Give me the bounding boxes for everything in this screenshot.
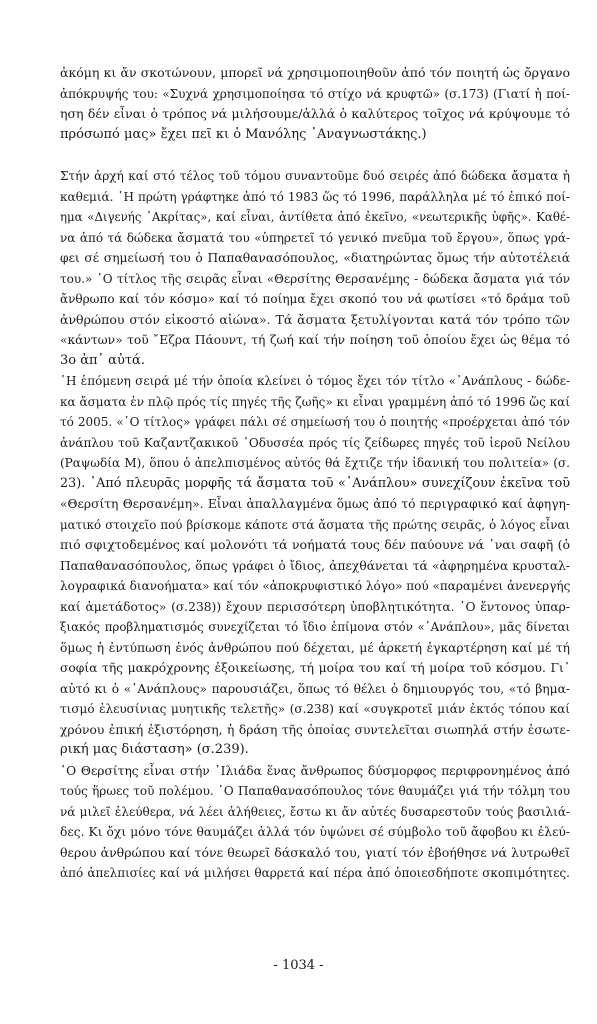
text-line: «κάντων» τοῦ ῎Εζρα Πάουντ, τή ζωή καί τήν ποίηση τοῦ ὁποίου ἔχει ὡς θέμα τό [60,333,570,347]
paragraph-2 [60,166,570,884]
text-line: Παπαθανασόπουλος, ὅπως γράφει ὁ ἴδιος, ἀπεχθάνεται τά «ἀφηρημένα κρυσταλ- [60,558,570,573]
text-line: τούς ἥρωες τοῦ πολέμου. ῾Ο Παπαθανασόπουλος τόνε θαυμάζει γιά τήν τόλμη του [60,784,570,798]
text-line: κα ἄσματα ἐν πλῷ πρός τίς πηγές τῆς ζωῆς» κι εἶναι γραμμένη ἀπό τό 1996 ὥς καί [60,394,570,409]
text-line: φει σέ σημείωσή του ὁ Παπαθανασόπουλος, «διατηρώντας ὅμως τήν αὐτοτέλειά [60,251,570,265]
text-line: πιό σφιχτοδεμένος καί μολονότι τά νοήματά τους δέν παύουνε νά ᾿ναι σαφῆ (ὁ [60,537,570,552]
text-line: «Θερσίτη Θερσανέμη». Εἶναι ἀπαλλαγμένα ὅμως ἀπό τό περιγραφικό καί ἀφηγη- [60,497,570,511]
text-line: ῾Η ἑπόμενη σειρά μέ τήν ὁποία κλείνει ὁ τόμος ἔχει τόν τίτλο «᾿Ανάπλους - δώδε- [60,374,570,388]
paragraph-1 [60,63,570,145]
text-line: καθεμιά. ῾Η πρώτη γράφτηκε ἀπό τό 1983 ὥς τό 1996, παράλληλα μέ τό ἐπικό ποί- [60,189,570,204]
text-line: ῾Ο Θερσίτης εἶναι στήν ᾿Ιλιάδα ἕνας ἄνθρωπος δύσμορφος περιφρονημένος ἀπό [60,763,570,778]
text-line: σοφία τῆς μακρόχρονης ἐξοικείωσης, τή μοίρα του καί τή μοίρα τοῦ κόσμου. Γι᾿ [60,661,570,675]
text-line: τισμό ἐλευσίνιας μυητικῆς τελετῆς» (σ.238) καί «συγκροτεῖ μιάν ἐκτός τόπου καί [60,702,570,716]
text-line: λογραφικά διανοήματα» καί τόν «ἀποκρυφιστικό λόγο» πού «παραμένει ἀνενεργής [60,579,571,593]
text-line: ἀνθρώπου στόν εἰκοστό αἰώνα». Τά ἄσματα ξετυλίγονται κατά τόν τρόπο τῶν [60,311,570,327]
text-line: πρόσωπό μας» ἔχει πεῖ κι ὁ Μανόλης ᾿Αναγνωστάκης.) [60,126,427,142]
text-line: ἀνάπλου τοῦ Καζαντζακικοῦ ᾿Οδυσσέα πρός τίς ζείδωρες πηγές τοῦ ἱεροῦ Νείλου [60,435,570,450]
text-line: 3ο ἀπ᾿ αὐτά. [60,352,145,368]
text-line: ὅμως ἡ ἐντύπωση ἑνός ἀνθρώπου πού δέχεται, μέ ἀρκετή ἐγκαρτέρηση καί μέ τή [60,640,570,655]
text-line: να ἀπό τά δώδεκα ἄσματά του «ὑπηρετεῖ τό γενικό πνεῦμα τοῦ ἔργου», ὅπως γρά- [60,230,570,245]
text-line: (Ραψωδία Μ), ὅπου ὁ ἀπελπισμένος αὐτός θά ἔχτιζε τήν ἰδανική του πολιτεία» (σ. [60,456,570,470]
text-line: τό 2005. «῾Ο τίτλος» γράφει πάλι σέ σημείωσή του ὁ ποιητής «προέρχεται ἀπό τόν [60,415,570,429]
text-line: ἄνθρωπο καί τόν κόσμο» καί τό ποίημα ἔχει σκοπό του νά φωτίσει «τό δράμα τοῦ [60,292,570,306]
text-line: θερου ἀνθρώπου καί τόνε θεωρεῖ δάσκαλό του, γιατί τόν ἐβοήθησε νά λυτρωθεῖ [60,844,570,860]
text-line: νά μιλεῖ ἐλεύθερα, νά λέει ἀλήθειες, ἔστω κι ἄν αὐτές δυσαρεστοῦν τούς βασιλιά- [60,804,570,819]
text-line: ἀπόκρυψής του: «Συχνά χρησιμοποίησα τό στίχο νά κρυφτῶ» (σ.173) (Γιατί ἡ ποί- [60,86,570,101]
text-line: ρική μας διάσταση» (σ.239). [60,742,249,757]
text-line: ἀκόμη κι ἄν σκοτώνουν, μπορεῖ νά χρησιμοποιηθοῦν ἀπό τόν ποιητή ὡς ὄργανο [60,65,570,80]
text-line: χρόνου ἐπική ἐξιστόρηση, ἡ δράση τῆς ὁποίας συντελεῖται σιωπηλά στήν ἐσωτε- [60,722,570,737]
text-line: δες. Κι ὄχι μόνο τόνε θαυμάζει ἀλλά τόν ὑψώνει σέ σύμβολο τοῦ ἄφοβου κι ἐλεύ- [60,825,570,839]
text-line: αὐτό κι ὁ «᾿Ανάπλους» παρουσιάζει, ὅπως τό θέλει ὁ δημιουργός του, «τό βημα- [60,681,570,696]
text-line: ηση δέν εἶναι ὁ τρόπος νά μιλήσουμε/ἀλλά ὁ καλύτερος τοῖχος νά κρύψουμε τό [60,106,570,121]
text-line: ἀπό ἀπελπισίες καί νά μιλήσει θαρρετά καί πέρα ἀπό ὁποιεσδήποτε σκοπιμότητες. [60,866,570,880]
text-line: 23). ᾿Από πλευρᾶς μορφῆς τά ἄσματα τοῦ «᾿Ανάπλου» συνεχίζουν ἐκεῖνα τοῦ [60,475,570,491]
text-line: Στήν ἀρχή καί στό τέλος τοῦ τόμου συναντοῦμε δυό σειρές ἀπό δώδεκα ἄσματα ἡ [60,169,570,183]
text-line: του.» ῾Ο τίτλος τῆς σειρᾶς εἶναι «Θερσίτης Θερσανέμης - δώδεκα ἄσματα γιά τόν [60,271,570,286]
text-line: καί ἀμετάδοτος» (σ.238)) ἔχουν περισσότερη ὑποβλητικότητα. ῾Ο ἔντονος ὑπαρ- [60,599,570,614]
text-line: ματικό στοιχεῖο πού βρίσκομε κάποτε στά ἄσματα τῆς πρώτης σειρᾶς, ὁ λόγος εἶναι [60,517,570,532]
text-line: ξιακός προβληματισμός συνεχίζεται τό ἴδιο ἐπίμονα στόν «᾿Ανάπλου», μᾶς δίνεται [60,620,570,634]
text-line: ημα «Διγενής ᾿Ακρίτας», καί εἶναι, ἀντίθετα ἀπό ἐκεῖνο, «νεωτερικῆς ὑφῆς». Καθέ- [60,210,570,224]
page-number: - 1034 - [273,958,324,973]
